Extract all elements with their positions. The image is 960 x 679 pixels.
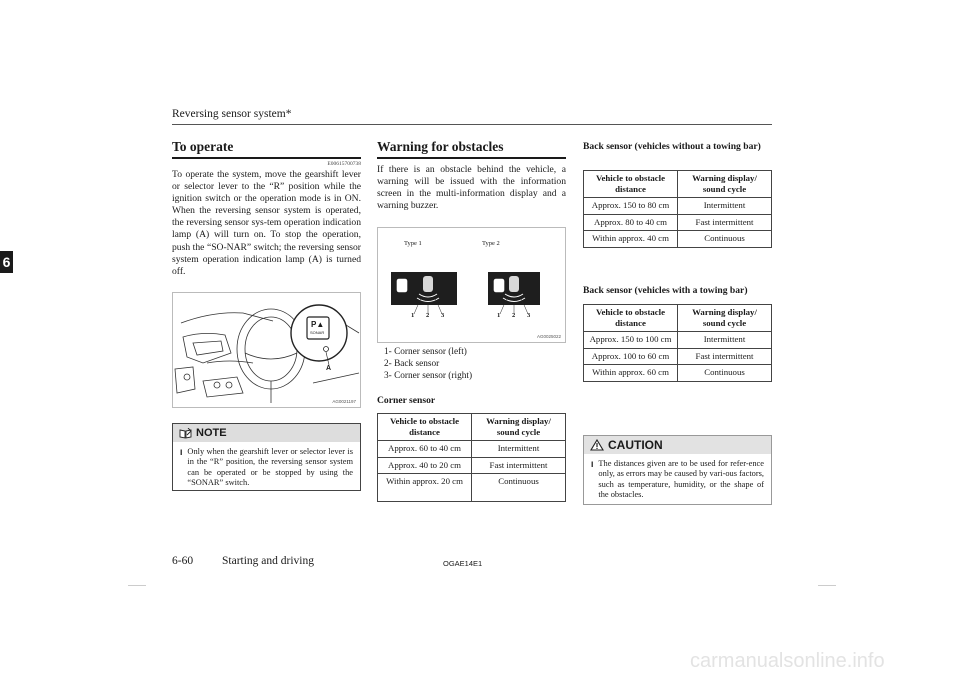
display-figure xyxy=(377,227,566,343)
back-sensor-title-1: Back sensor (vehicles without a towing bar) xyxy=(583,141,761,152)
table-row xyxy=(584,365,772,382)
section-rule xyxy=(377,157,566,159)
figure-code: AG0025022 xyxy=(536,334,561,339)
bullet: l xyxy=(180,449,183,457)
sonar-button-label: P▲ xyxy=(311,320,325,329)
callout-3: 3 xyxy=(441,312,445,319)
back-sensor-table-towbar xyxy=(583,304,772,382)
note-item xyxy=(173,442,360,489)
note-box xyxy=(172,423,361,491)
table-row xyxy=(584,348,772,365)
dashboard-figure xyxy=(172,292,361,408)
type2-label: Type 2 xyxy=(482,240,500,247)
callout-2: 2 xyxy=(426,312,430,319)
table-header-row xyxy=(584,171,772,198)
crop-mark xyxy=(128,585,146,586)
warning-paragraph: If there is an obstacle behind the vehicle, a warning will be issued with the information screen in the multi-information display and a warning buzzer. xyxy=(377,164,566,212)
table-header: Vehicle to obstacle distance xyxy=(378,414,472,441)
table-header: Vehicle to obstacle distance xyxy=(584,305,678,332)
table-cell: Approx. 100 to 60 cm xyxy=(584,348,678,365)
table-cell: Intermittent xyxy=(678,198,772,215)
type1-label: Type 1 xyxy=(404,240,422,247)
table-cell: Within approx. 60 cm xyxy=(584,365,678,382)
section-title-warning: Warning for obstacles xyxy=(377,139,504,154)
table-cell: Continuous xyxy=(472,474,566,502)
note-text: Only when the gearshift lever or selector lever is in the “R” position, the reversing sensor system can be operated or be stopped by using the “SONAR” switch. xyxy=(187,447,353,488)
running-header: Reversing sensor system* xyxy=(172,108,292,120)
legend-item: 2- Back sensor xyxy=(384,359,440,369)
crop-mark xyxy=(818,585,836,586)
footer-section: Starting and driving xyxy=(222,555,314,567)
display-illustration xyxy=(378,228,566,343)
table-row xyxy=(584,198,772,215)
table-cell: Continuous xyxy=(678,231,772,248)
table-cell: Approx. 150 to 100 cm xyxy=(584,332,678,349)
warning-triangle-icon xyxy=(590,439,604,451)
bullet: l xyxy=(591,461,594,469)
table-cell: Approx. 40 to 20 cm xyxy=(378,457,472,474)
table-header: Warning display/ sound cycle xyxy=(678,305,772,332)
table-cell: Fast intermittent xyxy=(472,457,566,474)
table-cell: Within approx. 40 cm xyxy=(584,231,678,248)
footer-code: OGAE14E1 xyxy=(443,559,483,568)
figure-code: AG0021197 xyxy=(332,399,356,404)
corner-sensor-table xyxy=(377,413,566,502)
operate-paragraph: To operate the system, move the gearshift lever or selector lever to the “R” position while the ignition switch or the operation mode is in ON. When the reversing sensor system is operated, the reversing sensor sys-tem operation indication lamp (A) will turn on. To stop the operation, push the “SO-NAR” switch; the reversing sensor system operation indication lamp (A) is turned off. xyxy=(172,169,361,277)
table-cell: Fast intermittent xyxy=(678,214,772,231)
legend-item: 1- Corner sensor (left) xyxy=(384,347,467,357)
dashboard-illustration xyxy=(173,293,361,408)
table-cell: Approx. 60 to 40 cm xyxy=(378,441,472,458)
back-sensor-title-2: Back sensor (vehicles with a towing bar) xyxy=(583,285,748,296)
table-row xyxy=(584,214,772,231)
caution-heading: CAUTION xyxy=(608,438,663,452)
note-heading: NOTE xyxy=(196,427,227,439)
table-header: Warning display/ sound cycle xyxy=(472,414,566,441)
note-header xyxy=(173,424,360,442)
section-rule xyxy=(172,157,361,159)
caution-text: The distances given are to be used for refer-ence only, as errors may be caused by vari-ous factors, such as temperature, humidity, or the shape of the obstacles. xyxy=(598,459,764,500)
callout-2b: 2 xyxy=(512,312,516,319)
table-row xyxy=(584,231,772,248)
table-row xyxy=(378,441,566,458)
table-header-row xyxy=(584,305,772,332)
table-cell: Fast intermittent xyxy=(678,348,772,365)
legend-list xyxy=(384,346,472,382)
callout-1: 1 xyxy=(411,312,415,319)
table-header: Warning display/ sound cycle xyxy=(678,171,772,198)
caution-box xyxy=(583,435,772,505)
section-code: E00615700738 xyxy=(327,161,361,167)
table-cell: Approx. 80 to 40 cm xyxy=(584,214,678,231)
legend-item: 3- Corner sensor (right) xyxy=(384,371,473,381)
note-icon xyxy=(179,428,192,439)
caution-header xyxy=(584,436,771,454)
callout-3b: 3 xyxy=(527,312,531,319)
watermark: carmanualsonline.info xyxy=(690,650,885,672)
page-number: 6-60 xyxy=(172,555,194,567)
table-row xyxy=(378,457,566,474)
table-header: Vehicle to obstacle distance xyxy=(584,171,678,198)
back-sensor-table-no-towbar xyxy=(583,170,772,248)
table-header-row xyxy=(378,414,566,441)
table-row xyxy=(378,474,566,502)
table-row xyxy=(584,332,772,349)
table-cell: Continuous xyxy=(678,365,772,382)
table-cell: Within approx. 20 cm xyxy=(378,474,472,502)
header-rule xyxy=(172,124,772,125)
sonar-button-text: SONAR xyxy=(310,330,325,335)
corner-sensor-title: Corner sensor xyxy=(377,395,436,406)
callout-1b: 1 xyxy=(497,312,501,319)
chapter-tab: 6 xyxy=(0,251,13,273)
callout-a: A xyxy=(326,365,332,372)
table-cell: Approx. 150 to 80 cm xyxy=(584,198,678,215)
table-cell: Intermittent xyxy=(472,441,566,458)
section-title-to-operate: To operate xyxy=(172,139,234,154)
caution-item xyxy=(584,454,771,501)
table-cell: Intermittent xyxy=(678,332,772,349)
